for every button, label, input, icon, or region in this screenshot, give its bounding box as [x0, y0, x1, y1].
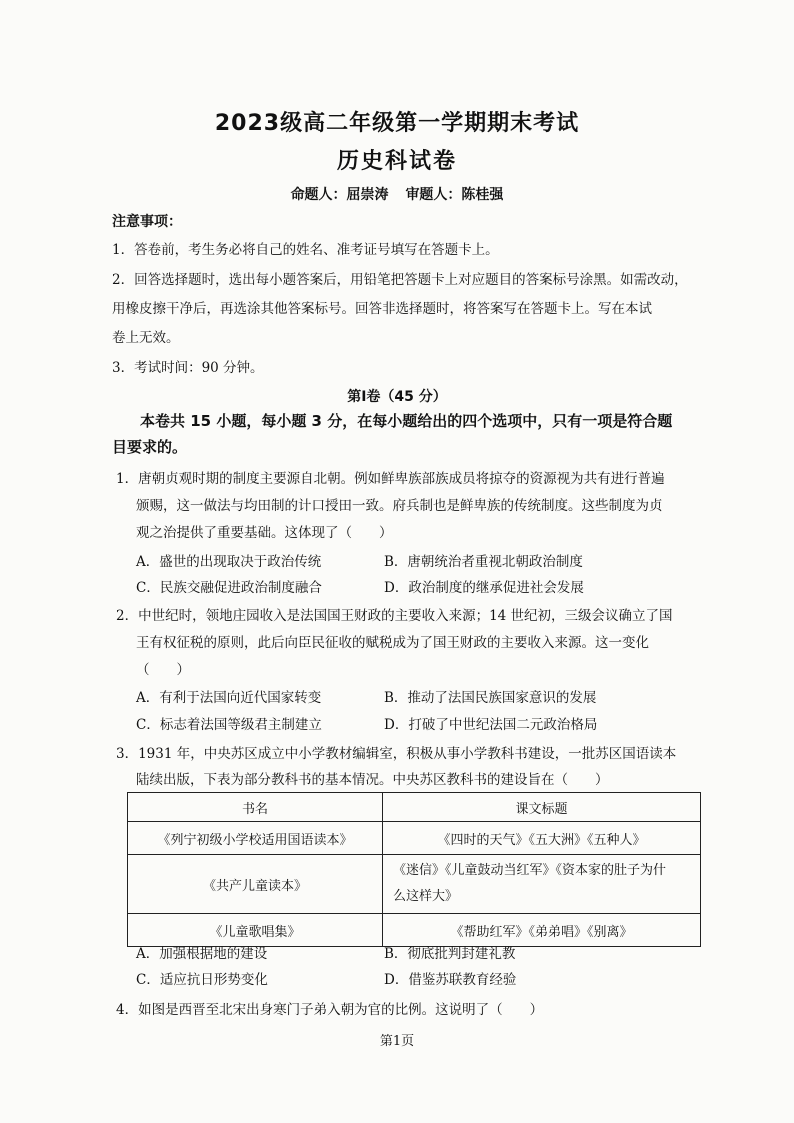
exam-title: 2023级高二年级第一学期期末考试 [214, 111, 580, 136]
question-2-text: 2．中世纪时，领地庄园收入是法国国王财政的主要收入来源；14 世纪初，三级会议确立了国 [116, 608, 673, 624]
table-cell: 《儿童歌唱集》 [128, 914, 383, 947]
section-instruction: 目要求的。 [112, 438, 188, 456]
question-2-text: （ ） [136, 662, 190, 678]
question-1-option-a: A．盛世的出现取决于政治传统 [136, 554, 322, 570]
textbook-table [127, 792, 701, 947]
question-2-option-c: C．标志着法国等级君主制建立 [136, 717, 322, 733]
question-2-text: 王有权征税的原则，此后向臣民征收的赋税成为了国王财政的主要收入来源。这一变化 [136, 635, 649, 651]
table-header: 书名 [128, 793, 383, 822]
table-cell: 《列宁初级小学校适用国语读本》 [128, 822, 383, 855]
question-2-option-a: A．有利于法国向近代国家转变 [136, 690, 322, 706]
question-3-option-b: B．彻底批判封建礼教 [384, 946, 516, 962]
question-1-option-b: B．唐朝统治者重视北朝政治制度 [384, 554, 583, 570]
question-1-option-d: D．政治制度的继承促进社会发展 [384, 580, 584, 596]
authors-line [0, 184, 794, 204]
table-cell: 《四时的天气》《五大洲》《五种人》 [383, 822, 701, 855]
table-cell: 《帮助红军》《弟弟唱》《别离》 [383, 914, 701, 947]
page-number: 第1页 [379, 1034, 415, 1049]
question-3-option-d: D．借鉴苏联教育经验 [384, 972, 517, 988]
question-1-text: 1．唐朝贞观时期的制度主要源自北朝。例如鲜卑族部族成员将掠夺的资源视为共有进行普遍 [116, 471, 665, 487]
question-1-option-c: C．民族交融促进政治制度融合 [136, 580, 322, 596]
exam-subtitle: 历史科试卷 [336, 149, 457, 174]
table-cell-line: 么这样大》 [393, 889, 459, 904]
table-header: 课文标题 [383, 793, 701, 822]
notice-line: 用橡皮擦干净后，再选涂其他答案标号。回答非选择题时，将答案写在答题卡上。写在本试 [112, 301, 652, 317]
notice-heading: 注意事项： [112, 214, 182, 230]
question-4-text: 4．如图是西晋至北宋出身寒门子弟入朝为官的比例。这说明了（ ） [116, 1002, 544, 1018]
question-1-text: 颁赐，这一做法与均田制的计口授田一致。府兵制也是鲜卑族的传统制度。这些制度为贞 [136, 498, 663, 514]
setter: 命题人：屈崇涛 [290, 187, 389, 203]
question-2-option-b: B．推动了法国民族国家意识的发展 [384, 690, 597, 706]
table-row [128, 822, 701, 855]
notice-line: 卷上无效。 [112, 330, 180, 346]
question-3-option-c: C．适应抗日形势变化 [136, 972, 268, 988]
notice-line: 2．回答选择题时，选出每小题答案后，用铅笔把答题卡上对应题目的答案标号涂黑。如需改动， [112, 272, 688, 288]
table-row [128, 855, 701, 914]
question-3-text: 陆续出版，下表为部分教科书的基本情况。中央苏区教科书的建设旨在（ ） [136, 772, 609, 788]
reviewer: 审题人：陈桂强 [405, 187, 504, 203]
table-cell-line: 《迷信》《儿童鼓动当红军》《资本家的肚子为什 [393, 863, 667, 878]
notice-line: 3．考试时间：90 分钟。 [112, 360, 264, 376]
notice-line: 1．答卷前，考生务必将自己的姓名、准考证号填写在答题卡上。 [112, 242, 499, 258]
table-cell: 《共产儿童读本》 [128, 855, 383, 914]
section-instruction: 本卷共 15 小题，每小题 3 分，在每小题给出的四个选项中，只有一项是符合题 [140, 412, 673, 430]
question-3-option-a: A．加强根据地的建设 [136, 946, 268, 962]
question-3-text: 3．1931 年，中央苏区成立中小学教材编辑室，积极从事小学教科书建设，一批苏区国语读本 [116, 746, 677, 762]
question-1-text: 观之治提供了重要基础。这体现了（ ） [136, 525, 393, 541]
section-heading: 第Ⅰ卷（45 分） [347, 389, 447, 405]
table-cell [383, 855, 701, 914]
question-2-option-d: D．打破了中世纪法国二元政治格局 [384, 717, 598, 733]
